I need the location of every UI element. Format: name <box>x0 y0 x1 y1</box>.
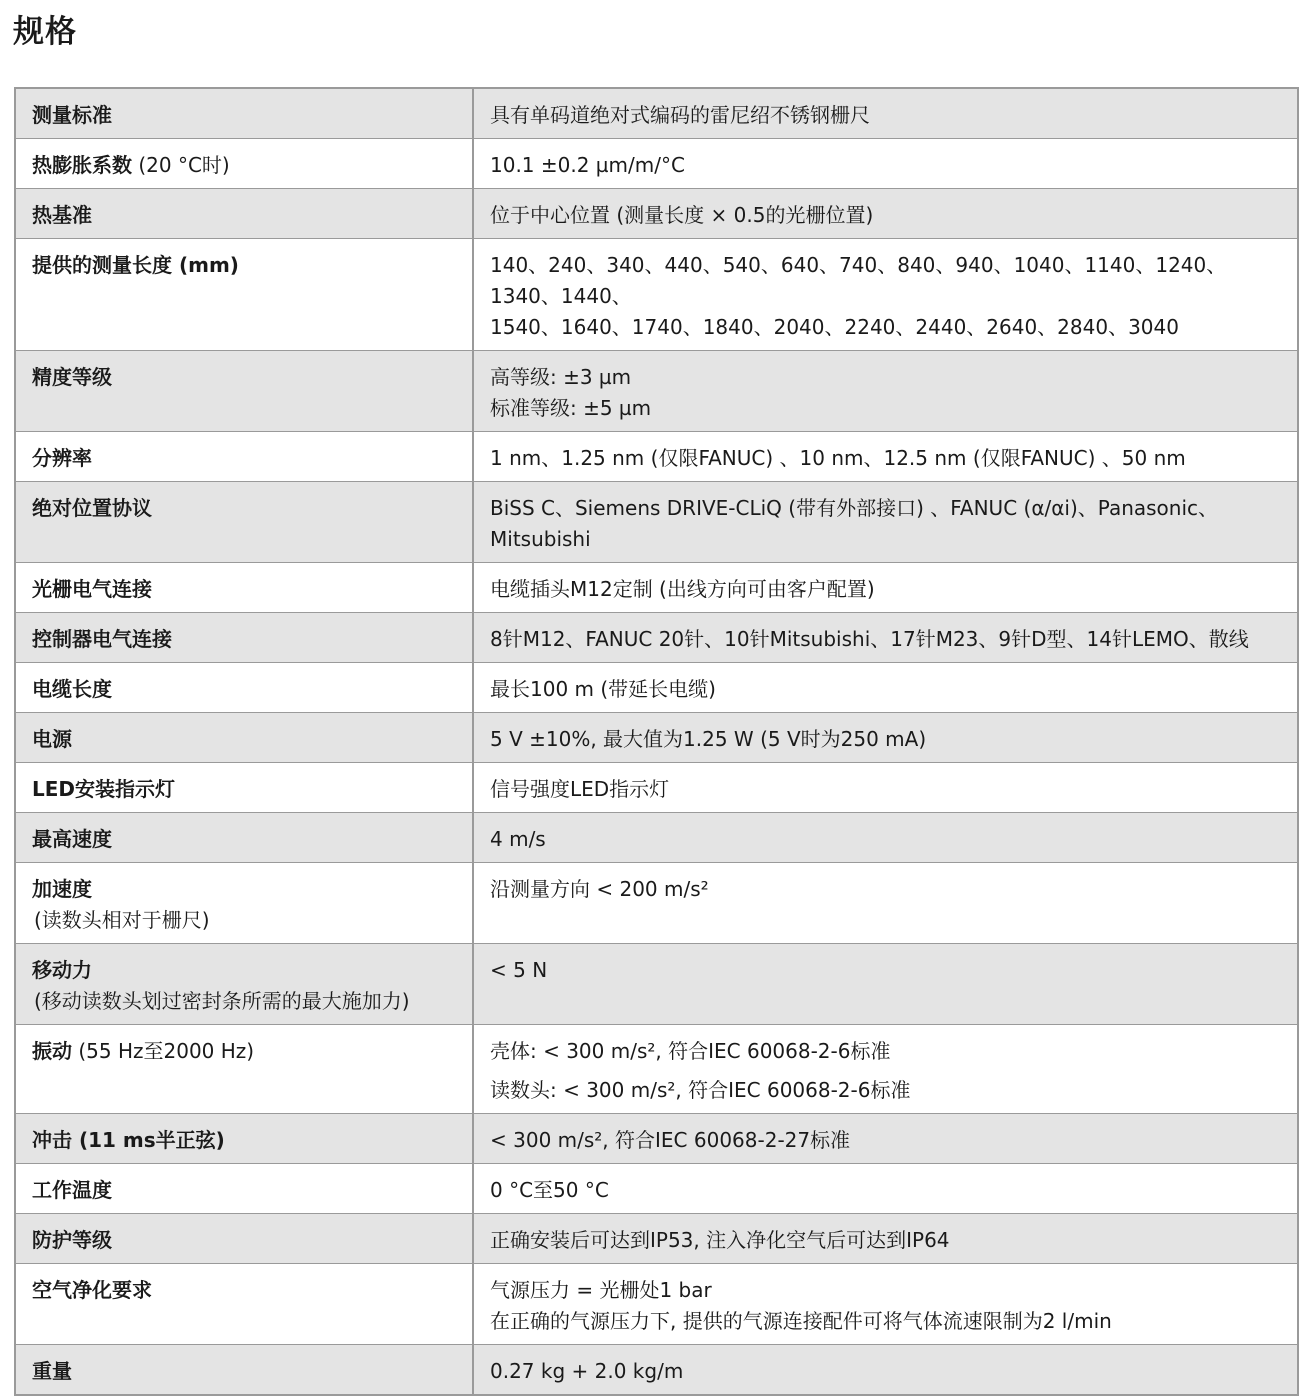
spec-row <box>15 613 1298 663</box>
spec-label: 防护等级 <box>32 1228 112 1252</box>
spec-label-cell <box>15 88 473 139</box>
spec-label-cell <box>15 1345 473 1396</box>
spec-table <box>14 87 1299 1396</box>
spec-value: BiSS C、Siemens DRIVE-CLiQ (带有外部接口) 、FANUC (α/αi)、Panasonic、 <box>490 496 1219 520</box>
spec-value-cell <box>473 563 1298 613</box>
spec-value-cell <box>473 1214 1298 1264</box>
spec-row <box>15 563 1298 613</box>
spec-label-cell <box>15 663 473 713</box>
spec-label-cell <box>15 432 473 482</box>
spec-value: < 5 N <box>490 958 548 982</box>
spec-value-cell <box>473 944 1298 1025</box>
spec-value-cell <box>473 432 1298 482</box>
spec-value-cell <box>473 813 1298 863</box>
spec-label: 控制器电气连接 <box>32 627 172 651</box>
spec-label-cell <box>15 351 473 432</box>
spec-value: 标准等级: ±5 µm <box>490 396 652 420</box>
spec-value: 正确安装后可达到IP53, 注入净化空气后可达到IP64 <box>490 1228 950 1252</box>
spec-value: < 300 m/s², 符合IEC 60068-2-27标准 <box>490 1128 851 1152</box>
spec-value-cell <box>473 482 1298 563</box>
spec-row <box>15 1264 1298 1345</box>
spec-value: 0.27 kg + 2.0 kg/m <box>490 1359 684 1383</box>
spec-label: 最高速度 <box>32 827 112 851</box>
spec-label: 热基准 <box>32 203 92 227</box>
spec-value-cell <box>473 713 1298 763</box>
spec-value: 沿测量方向 < 200 m/s² <box>490 877 709 901</box>
spec-value: 位于中心位置 (测量长度 × 0.5的光栅位置) <box>490 203 874 227</box>
spec-value: 1 nm、1.25 nm (仅限FANUC) 、10 nm、12.5 nm (仅限FANUC) 、50 nm <box>490 446 1186 470</box>
spec-label: 移动力 <box>32 958 92 982</box>
spec-value: 气源压力 = 光栅处1 bar <box>490 1278 712 1302</box>
spec-value-cell <box>473 239 1298 351</box>
spec-row <box>15 432 1298 482</box>
spec-label-cell <box>15 239 473 351</box>
spec-value: 10.1 ±0.2 µm/m/°C <box>490 153 685 177</box>
spec-row <box>15 713 1298 763</box>
spec-value-cell <box>473 1264 1298 1345</box>
spec-label-cell <box>15 944 473 1025</box>
spec-value: 壳体: < 300 m/s², 符合IEC 60068-2-6标准 <box>490 1039 891 1063</box>
spec-label-cell <box>15 1114 473 1164</box>
spec-value: 信号强度LED指示灯 <box>490 777 670 801</box>
spec-row <box>15 88 1298 139</box>
spec-label-cell <box>15 1025 473 1114</box>
spec-value-cell <box>473 139 1298 189</box>
spec-label: 绝对位置协议 <box>32 496 152 520</box>
spec-value: Mitsubishi <box>490 527 591 551</box>
spec-value-cell <box>473 1164 1298 1214</box>
spec-label-cell <box>15 189 473 239</box>
spec-label-cell <box>15 563 473 613</box>
spec-value: 140、240、340、440、540、640、740、840、940、1040、1140、1240、1340、1440、 <box>490 253 1227 308</box>
spec-label-cell <box>15 1214 473 1264</box>
spec-label: 振动 <box>32 1039 72 1063</box>
page-title: 规格 <box>13 14 77 50</box>
spec-label-cell <box>15 1164 473 1214</box>
spec-label: LED安装指示灯 <box>32 777 176 801</box>
spec-label: 重量 <box>32 1359 72 1383</box>
spec-value: 8针M12、FANUC 20针、10针Mitsubishi、17针M23、9针D型、14针LEMO、散线 <box>490 627 1249 651</box>
spec-label-note: (55 Hz至2000 Hz) <box>72 1039 255 1063</box>
spec-value: 5 V ±10%, 最大值为1.25 W (5 V时为250 mA) <box>490 727 927 751</box>
spec-value: 在正确的气源压力下, 提供的气源连接配件可将气体流速限制为2 l/min <box>490 1309 1112 1333</box>
spec-row <box>15 763 1298 813</box>
spec-value: 0 °C至50 °C <box>490 1178 609 1202</box>
spec-label-subnote: (读数头相对于栅尺) <box>34 908 210 932</box>
spec-value-cell <box>473 763 1298 813</box>
spec-value-cell <box>473 1345 1298 1396</box>
spec-row <box>15 863 1298 944</box>
spec-value-cell <box>473 863 1298 944</box>
spec-row <box>15 1025 1298 1114</box>
spec-row <box>15 944 1298 1025</box>
spec-row <box>15 1164 1298 1214</box>
spec-label-note: (20 °C时) <box>132 153 230 177</box>
spec-table-body <box>15 88 1298 1395</box>
spec-label-cell <box>15 813 473 863</box>
spec-label-cell <box>15 1264 473 1345</box>
spec-label-cell <box>15 863 473 944</box>
spec-value-cell <box>473 663 1298 713</box>
spec-row <box>15 482 1298 563</box>
spec-value-cell <box>473 613 1298 663</box>
spec-row <box>15 1114 1298 1164</box>
spec-row <box>15 189 1298 239</box>
spec-label: 精度等级 <box>32 365 112 389</box>
spec-row <box>15 239 1298 351</box>
spec-label: 分辨率 <box>32 446 92 470</box>
spec-row <box>15 351 1298 432</box>
spec-value-cell <box>473 1025 1298 1114</box>
spec-value: 具有单码道绝对式编码的雷尼绍不锈钢栅尺 <box>490 103 870 127</box>
spec-label: 热膨胀系数 <box>32 153 132 177</box>
spec-value-cell <box>473 1114 1298 1164</box>
spec-label: 加速度 <box>32 877 92 901</box>
spec-label-cell <box>15 613 473 663</box>
spec-row <box>15 1214 1298 1264</box>
spec-row <box>15 663 1298 713</box>
spec-value: 高等级: ±3 µm <box>490 365 632 389</box>
spec-row <box>15 139 1298 189</box>
spec-row <box>15 813 1298 863</box>
spec-label: 提供的测量长度 (mm) <box>32 253 239 277</box>
spec-label-cell <box>15 713 473 763</box>
spec-value-cell <box>473 88 1298 139</box>
spec-row <box>15 1345 1298 1396</box>
spec-label: 电缆长度 <box>32 677 112 701</box>
spec-label-cell <box>15 763 473 813</box>
spec-label-cell <box>15 482 473 563</box>
spec-label-subnote: (移动读数头划过密封条所需的最大施加力) <box>34 989 410 1013</box>
spec-value: 4 m/s <box>490 827 546 851</box>
spec-value: 最长100 m (带延长电缆) <box>490 677 716 701</box>
spec-label: 工作温度 <box>32 1178 112 1202</box>
spec-label-cell <box>15 139 473 189</box>
spec-label: 冲击 (11 ms半正弦) <box>32 1128 225 1152</box>
spec-label: 测量标准 <box>32 103 112 127</box>
spec-value: 读数头: < 300 m/s², 符合IEC 60068-2-6标准 <box>490 1078 911 1102</box>
spec-value: 电缆插头M12定制 (出线方向可由客户配置) <box>490 577 875 601</box>
spec-label: 电源 <box>32 727 72 751</box>
spec-value: 1540、1640、1740、1840、2040、2240、2440、2640、2840、3040 <box>490 315 1179 339</box>
spec-label: 光栅电气连接 <box>32 577 152 601</box>
spec-label: 空气净化要求 <box>32 1278 152 1302</box>
spec-value-cell <box>473 351 1298 432</box>
spec-value-cell <box>473 189 1298 239</box>
